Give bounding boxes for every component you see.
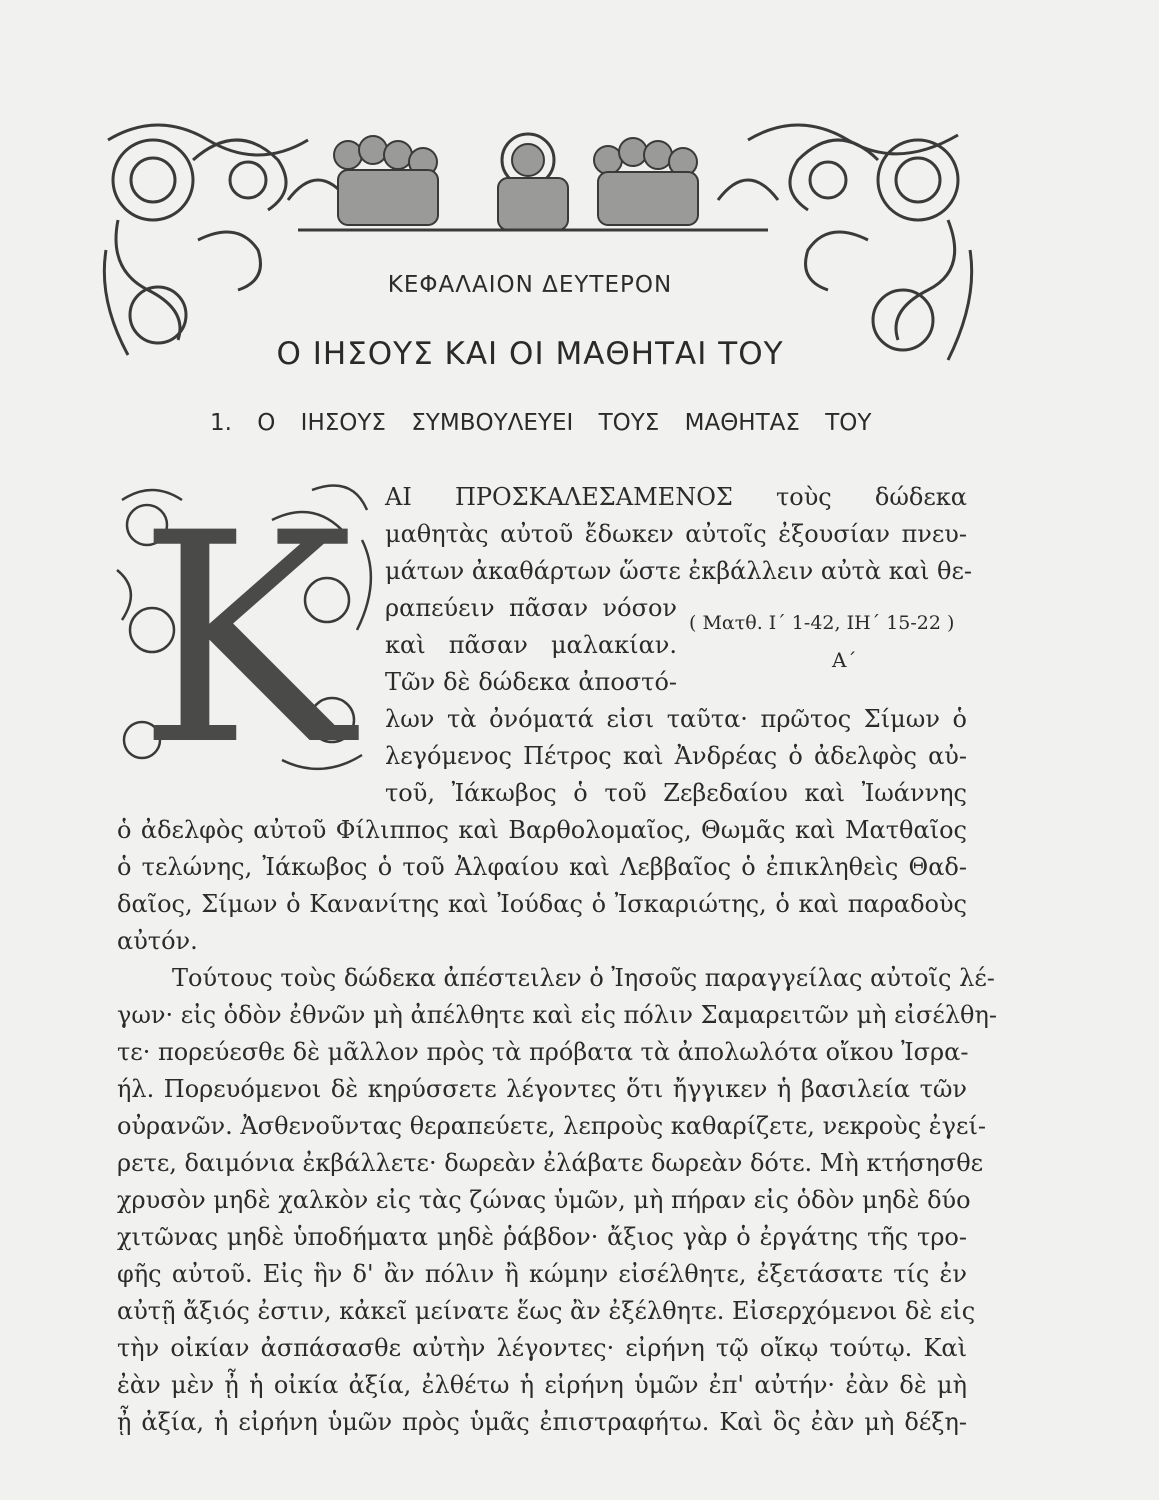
- chapter-label: ΚΕΦΑΛΑΙΟΝ ΔΕΥΤΕΡΟΝ: [387, 272, 673, 298]
- text-line: χιτῶνας μηδὲ ὑποδήματα μηδὲ ῥάβδον· ἄξιος γὰρ ὁ ἐργάτης τῆς τρο-: [117, 1223, 967, 1251]
- text-line: ὁ τελώνης, Ἰάκωβος ὁ τοῦ Ἀλφαίου καὶ Λεββαῖος ὁ ἐπικληθεὶς Θαδ-: [117, 853, 967, 881]
- text-line: τοῦ, Ἰάκωβος ὁ τοῦ Ζεβεδαίου καὶ Ἰωάννης: [385, 779, 967, 807]
- text-line: δαῖος, Σίμων ὁ Κανανίτης καὶ Ἰούδας ὁ Ἰσκαριώτης, ὁ καὶ παραδοὺς: [117, 890, 967, 918]
- text-line: τὴν οἰκίαν ἀσπάσασθε αὐτὴν λέγοντες· εἰρήνη τῷ οἴκῳ τούτῳ. Καὶ: [117, 1334, 967, 1362]
- text-line: ρετε, δαιμόνια ἐκβάλλετε· δωρεὰν ἐλάβατε δωρεὰν δότε. Μὴ κτήσησθε: [117, 1149, 984, 1177]
- text-line: αὐτῇ ἄξιός ἐστιν, κἀκεῖ μείνατε ἕως ἂν ἐξέλθητε. Εἰσερχόμενοι δὲ εἰς: [117, 1297, 976, 1325]
- drop-cap-letter: Κ: [137, 480, 355, 782]
- text-line: Τούτους τοὺς δώδεκα ἀπέστειλεν ὁ Ἰησοῦς παραγγείλας αὐτοῖς λέ-: [172, 964, 995, 992]
- text-line: αὐτόν.: [117, 927, 198, 955]
- text-line: ΑΙ ΠΡΟΣΚΑΛΕΣΑΜΕΝΟΣ τοὺς δώδεκα: [385, 483, 967, 511]
- reference-letter: Α΄: [832, 648, 857, 672]
- text-line: λων τὰ ὀνόματά εἰσι ταῦτα· πρῶτος Σίμων ὁ: [385, 705, 967, 733]
- section-title: 1. Ο ΙΗΣΟΥΣ ΣΥΜΒΟΥΛΕΥΕΙ ΤΟΥΣ ΜΑΘΗΤΑΣ ΤΟΥ: [210, 410, 872, 436]
- header-ornament-image: [98, 100, 978, 375]
- text-line: τε· πορεύεσθε δὲ μᾶλλον πρὸς τὰ πρόβατα τὰ ἀπολωλότα οἴκου Ἰσρα-: [117, 1038, 969, 1066]
- chapter-title: Ο ΙΗΣΟΥΣ ΚΑΙ ΟΙ ΜΑΘΗΤΑΙ ΤΟΥ: [276, 336, 784, 372]
- text-line: ἐὰν μὲν ᾖ ἡ οἰκία ἀξία, ἐλθέτω ἡ εἰρήνη ὑμῶν ἐπ' αὐτήν· ἐὰν δὲ μὴ: [117, 1371, 967, 1399]
- text-line: Τῶν δὲ δώδεκα ἀποστό-: [385, 668, 677, 696]
- drop-cap-ornament: [112, 480, 380, 782]
- text-line: ήλ. Πορευόμενοι δὲ κηρύσσετε λέγοντες ὅτι ἤγγικεν ἡ βασιλεία τῶν: [117, 1075, 967, 1103]
- text-line: ραπεύειν πᾶσαν νόσον: [385, 594, 677, 622]
- text-line: γων· εἰς ὁδὸν ἐθνῶν μὴ ἀπέλθητε καὶ εἰς πόλιν Σαμαρειτῶν μὴ εἰσέλθη-: [117, 1001, 997, 1029]
- text-line: οὐρανῶν. Ἀσθενοῦντας θεραπεύετε, λεπροὺς καθαρίζετε, νεκροὺς ἐγεί-: [117, 1112, 986, 1140]
- text-line: χρυσὸν μηδὲ χαλκὸν εἰς τὰς ζώνας ὑμῶν, μὴ πήραν εἰς ὁδὸν μηδὲ δύο: [117, 1186, 971, 1214]
- text-line: ᾖ ἀξία, ἡ εἰρήνη ὑμῶν πρὸς ὑμᾶς ἐπιστραφήτω. Καὶ ὃς ἐὰν μὴ δέξη-: [117, 1408, 967, 1436]
- header-ornament: [98, 100, 978, 375]
- scripture-reference: ( Ματθ. Ι΄ 1-42, ΙΗ΄ 15-22 ): [689, 612, 955, 634]
- text-line: μάτων ἀκαθάρτων ὥστε ἐκβάλλειν αὐτὰ καὶ θε-: [385, 557, 973, 585]
- text-line: καὶ πᾶσαν μαλακίαν.: [385, 631, 677, 659]
- text-line: μαθητὰς αὐτοῦ ἔδωκεν αὐτοῖς ἐξουσίαν πνευ-: [385, 520, 967, 548]
- drop-cap: [112, 480, 380, 782]
- text-line: λεγόμενος Πέτρος καὶ Ἀνδρέας ὁ ἀδελφὸς αὐ-: [385, 742, 967, 770]
- text-line: ὁ ἀδελφὸς αὐτοῦ Φίλιππος καὶ Βαρθολομαῖος, Θωμᾶς καὶ Ματθαῖος: [117, 816, 967, 844]
- text-line: φῆς αὐτοῦ. Εἰς ἣν δ' ἂν πόλιν ἢ κώμην εἰσέλθητε, ἐξετάσατε τίς ἐν: [117, 1260, 967, 1288]
